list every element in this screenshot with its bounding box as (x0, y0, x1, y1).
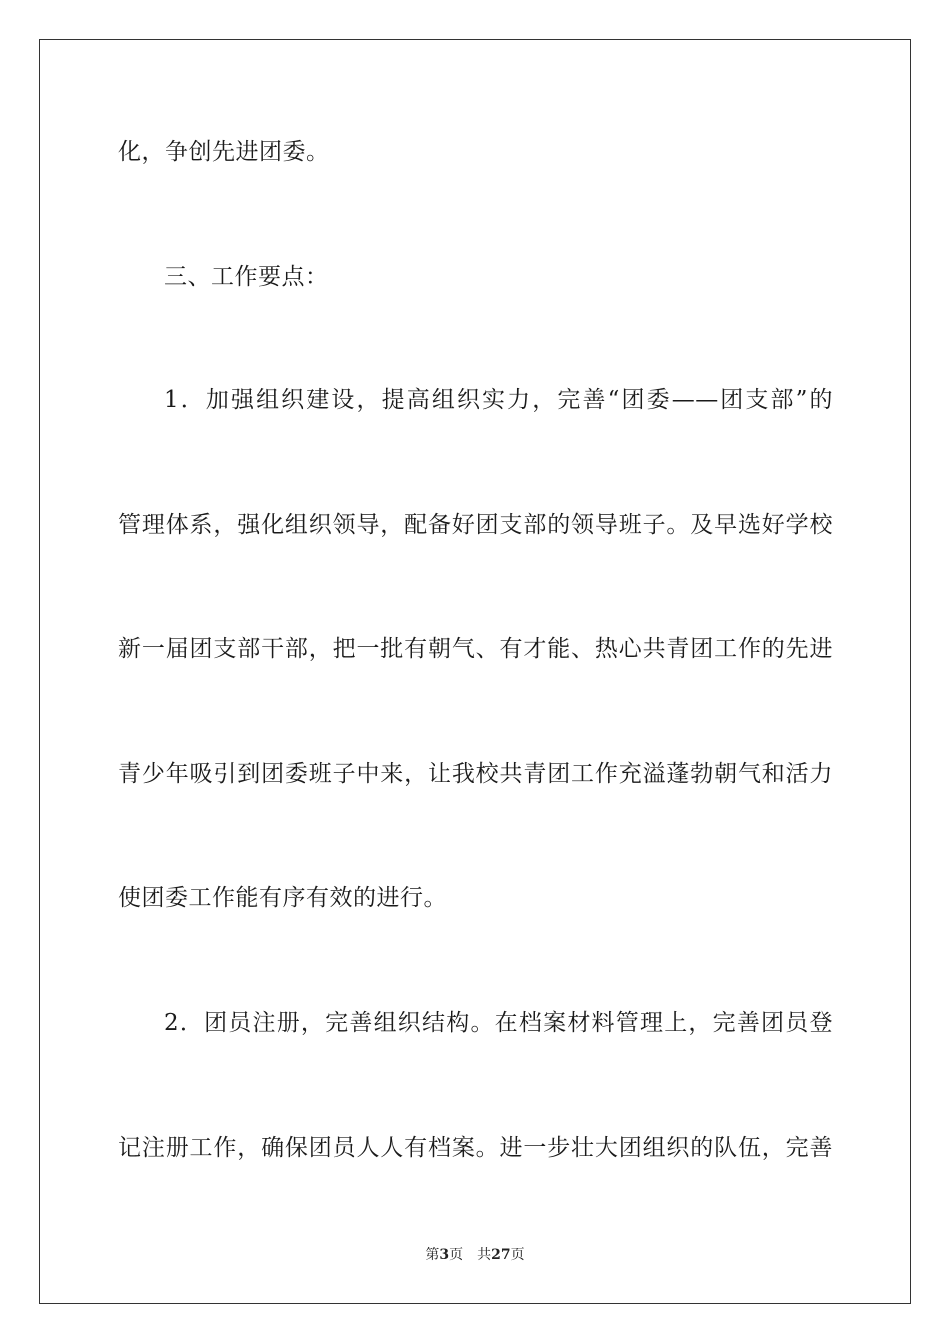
page-number: 3 (439, 1247, 450, 1263)
paragraph-1-line-3: 新一届团支部干部，把一批有朝气、有才能、热心共青团工作的先进 (118, 636, 833, 662)
body-line-1: 化，争创先进团委。 (118, 139, 330, 165)
paragraph-1-line-4: 青少年吸引到团委班子中来，让我校共青团工作充溢蓬勃朝气和活力 (118, 761, 833, 787)
total-pages: 27 (491, 1247, 511, 1263)
page-prefix: 第 (425, 1247, 440, 1263)
paragraph-1-line-5: 使团委工作能有序有效的进行。 (118, 885, 447, 911)
paragraph-1-line-2: 管理体系，强化组织领导，配备好团支部的领导班子。及早选好学校 (118, 512, 833, 538)
total-prefix: 共 (477, 1247, 492, 1263)
page-footer (0, 1246, 950, 1264)
paragraph-1-line-1: 1．加强组织建设，提高组织实力，完善“团委——团支部”的 (164, 387, 833, 413)
paragraph-2-line-2: 记注册工作，确保团员人人有档案。进一步壮大团组织的队伍，完善 (118, 1135, 833, 1161)
total-suffix: 页 (510, 1247, 525, 1263)
page-suffix: 页 (449, 1247, 464, 1263)
page-border (39, 39, 911, 1304)
paragraph-2-line-1: 2．团员注册，完善组织结构。在档案材料管理上，完善团员登 (164, 1010, 833, 1036)
section-heading-work-points: 三、工作要点： (164, 264, 329, 290)
